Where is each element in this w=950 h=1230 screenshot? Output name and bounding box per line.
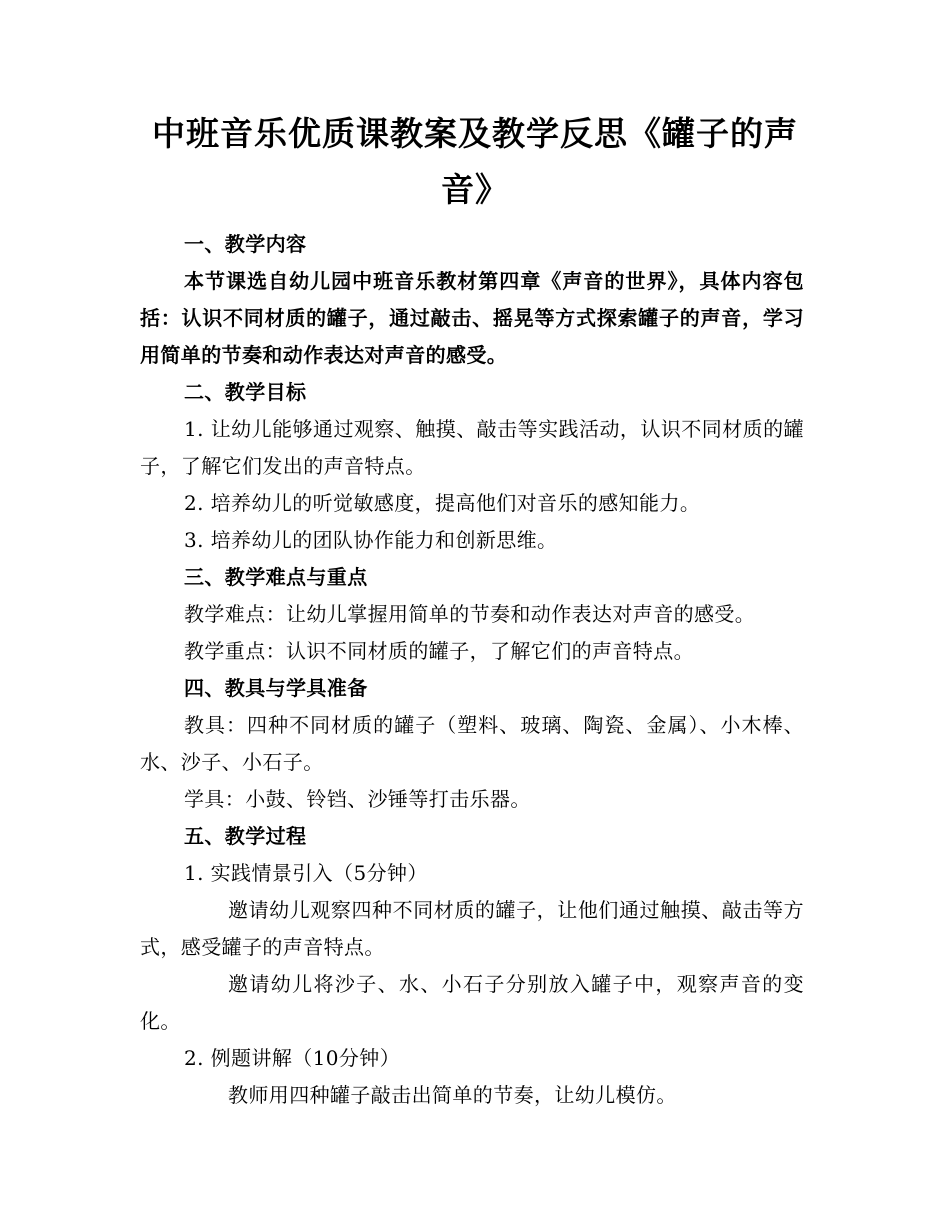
- process-step-2-heading: 2. 例题讲解（10分钟）: [184, 1046, 401, 1070]
- process-step-1-paragraph-b: 邀请幼儿将沙子、水、小石子分别放入罐子中，观察声音的变化。: [140, 972, 804, 1033]
- section-heading-teaching-process: 五、教学过程: [184, 824, 307, 848]
- teaching-goal-item-1: 1. 让幼儿能够通过观察、触摸、敲击等实践活动，认识不同材质的罐子，了解它们发出的声音特点。: [140, 417, 804, 478]
- teaching-goal-item-3: 3. 培养幼儿的团队协作能力和创新思维。: [184, 528, 558, 552]
- section-heading-teaching-content: 一、教学内容: [184, 232, 307, 256]
- section-heading-teaching-goals: 二、教学目标: [184, 380, 307, 404]
- process-step-2-paragraph-a: 教师用四种罐子敲击出简单的节奏，让幼儿模仿。: [228, 1083, 677, 1107]
- teaching-content-paragraph: 本节课选自幼儿园中班音乐教材第四章《声音的世界》，具体内容包括：认识不同材质的罐子，通过敲击、摇晃等方式探索罐子的声音，学习用简单的节奏和动作表达对声音的感受。: [140, 269, 804, 367]
- teacher-materials-paragraph: 教具：四种不同材质的罐子（塑料、玻璃、陶瓷、金属）、小木棒、水、沙子、小石子。: [140, 713, 804, 774]
- document-title: 中班音乐优质课教案及教学反思《罐子的声音》: [152, 114, 798, 209]
- teaching-goal-item-2: 2. 培养幼儿的听觉敏感度，提高他们对音乐的感知能力。: [184, 491, 701, 515]
- student-materials-paragraph: 学具：小鼓、铃铛、沙锤等打击乐器。: [184, 787, 531, 811]
- process-step-1-heading: 1. 实践情景引入（5分钟）: [184, 861, 428, 885]
- section-heading-materials: 四、教具与学具准备: [184, 676, 368, 700]
- teaching-key-paragraph: 教学重点：认识不同材质的罐子，了解它们的声音特点。: [184, 639, 694, 663]
- document-body: [140, 226, 804, 1114]
- teaching-difficulty-paragraph: 教学难点：让幼儿掌握用简单的节奏和动作表达对声音的感受。: [184, 602, 756, 626]
- section-heading-difficulty-key: 三、教学难点与重点: [184, 565, 368, 589]
- process-step-1-paragraph-a: 邀请幼儿观察四种不同材质的罐子，让他们通过触摸、敲击等方式，感受罐子的声音特点。: [140, 898, 804, 959]
